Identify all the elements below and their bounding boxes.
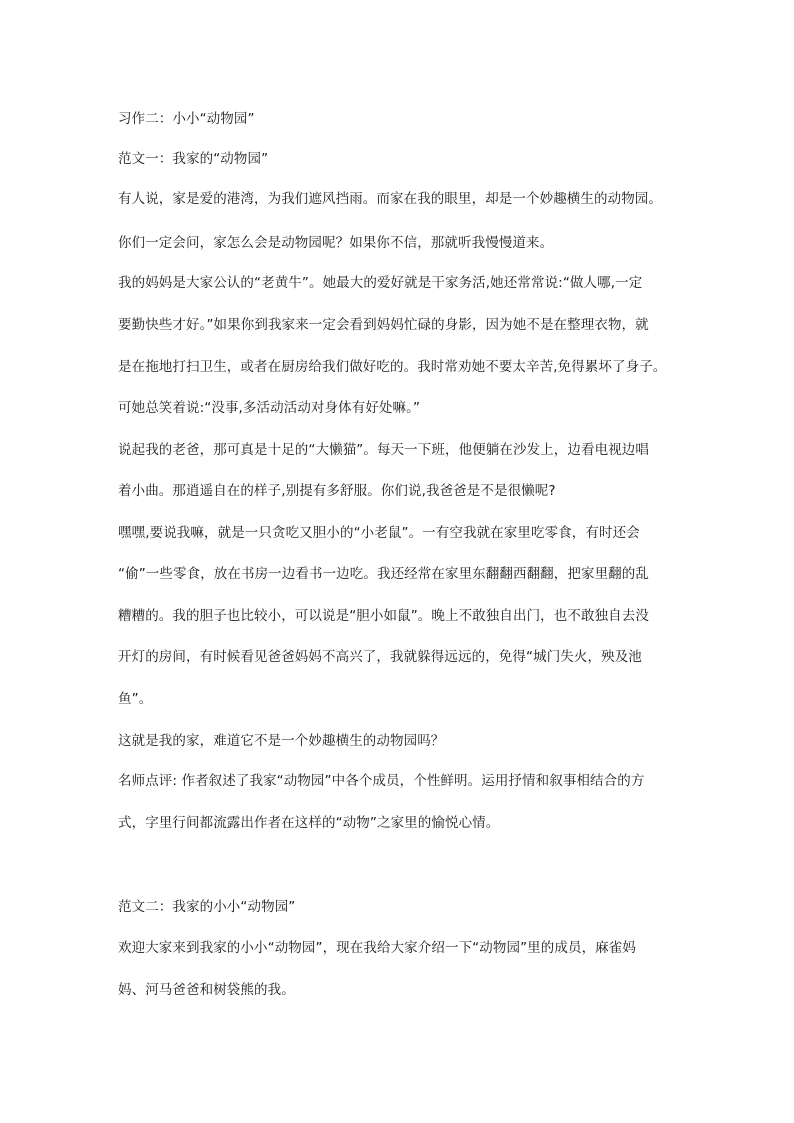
- paragraph-line: 嘿嘿,要说我嘛，就是一只贪吃又胆小的“小老鼠”。一有空我就在家里吃零食，有时还会: [118, 525, 640, 541]
- essay-title: 范文一：我家的“动物园”: [118, 151, 269, 167]
- section-heading: 习作二：小小“动物园”: [118, 111, 255, 127]
- paragraph-line: 说起我的老爸，那可真是十足的“大懒猫”。每天一下班，他便躺在沙发上，边看电视边唱: [118, 442, 649, 458]
- paragraph-line: 糟糟的。我的胆子也比较小，可以说是“胆小如鼠”。晚上不敢独自出门，也不敢独自去没: [118, 608, 649, 624]
- teacher-comment: 式，字里行间都流露出作者在这样的“动物”之家里的愉悦心情。: [118, 815, 500, 831]
- paragraph-line: 要勤快些才好。”如果你到我家来一定会看到妈妈忙碌的身影，因为她不是在整理衣物，就: [118, 317, 649, 333]
- paragraph-line: 可她总笑着说:“没事,多活动活动对身体有好处嘛。”: [118, 400, 421, 416]
- paragraph-line: 着小曲。那逍遥自在的样子,别提有多舒服。你们说,我爸爸是不是很懒呢?: [118, 483, 556, 499]
- paragraph-line: 鱼”。: [118, 691, 153, 707]
- paragraph-line: 欢迎大家来到我家的小小“动物园”，现在我给大家介绍一下“动物园”里的成员，麻雀妈: [118, 940, 636, 956]
- paragraph-line: 你们一定会问，家怎么会是动物园呢？如果你不信，那就听我慢慢道来。: [118, 235, 554, 251]
- essay-title: 范文二：我家的小小“动物园”: [118, 899, 296, 915]
- paragraph-line: 我的妈妈是大家公认的“老黄牛”。她最大的爱好就是干家务活,她还常常说:“做人哪,一定: [118, 275, 643, 291]
- paragraph-line: 是在拖地打扫卫生，或者在厨房给我们做好吃的。我时常劝她不要太辛苦,免得累坏了身子。: [118, 359, 667, 375]
- paragraph-line: 开灯的房间，有时候看见爸爸妈妈不高兴了，我就躲得远远的，免得“城门失火，殃及池: [118, 649, 642, 665]
- paragraph-line: 妈、河马爸爸和树袋熊的我。: [118, 982, 295, 998]
- teacher-comment: 名师点评: 作者叙述了我家“动物园”中各个成员，个性鲜明。运用抒情和叙事相结合的方: [118, 773, 645, 789]
- paragraph-line: “偷”一些零食，放在书房一边看书一边吃。我还经常在家里东翻翻西翻翻，把家里翻的乱: [118, 566, 649, 582]
- paragraph-line: 这就是我的家，难道它不是一个妙趣横生的动物园吗？: [118, 733, 445, 749]
- paragraph-line: 有人说，家是爱的港湾，为我们遮风挡雨。而家在我的眼里，却是一个妙趣横生的动物园。: [118, 191, 662, 207]
